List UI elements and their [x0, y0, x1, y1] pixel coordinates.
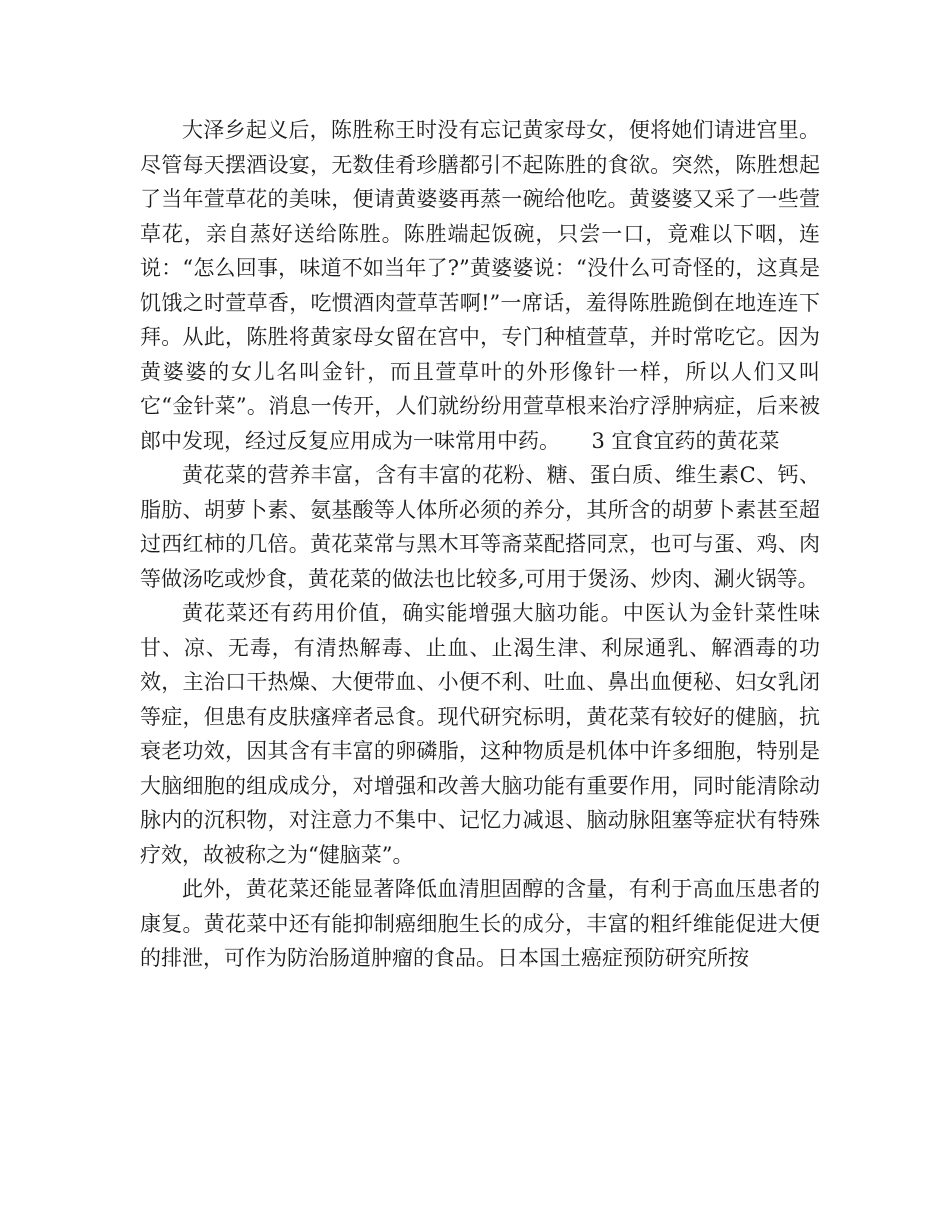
paragraph-chen-sheng-story: 大泽乡起义后，陈胜称王时没有忘记黄家母女，便将她们请进宫里。尽管每天摆酒设宴，无数佳肴珍膳都引不起陈胜的食欲。突然，陈胜想起了当年萱草花的美味，便请黄婆婆再蒸一碗给他吃。黄婆婆又采了一些萱草花，亲自蒸好送给陈胜。陈胜端起饭碗，只尝一口，竟难以下咽，连说：“怎么回事，味道不如当年了?”黄婆婆说：“没什么可奇怪的，这真是饥饿之时萱草香，吃惯酒肉萱草苦啊!”一席话，羞得陈胜跪倒在地连连下拜。从此，陈胜将黄家母女留在宫中，专门种植萱草，并时常吃它。因为黄婆婆的女儿名叫金针，而且萱草叶的外形像针一样，所以人们又叫它“金针菜”。消息一传开，人们就纷纷用萱草根来治疗浮肿病症，后来被郎中发现，经过反复应用成为一味常用中药。 3 宜食宜药的黄花菜 — [140, 118, 820, 453]
document-body — [140, 113, 820, 976]
paragraph-nutrition: 黄花菜的营养丰富，含有丰富的花粉、糖、蛋白质、维生素C、钙、脂肪、胡萝卜素、氨基酸等人体所必须的养分，其所含的胡萝卜素甚至超过西红柿的几倍。黄花菜常与黑木耳等斋菜配搭同烹，也可与蛋、鸡、肉等做汤吃或炒食，黄花菜的做法也比较多,可用于煲汤、炒肉、涮火锅等。 — [140, 463, 820, 591]
paragraph-cholesterol: 此外，黄花菜还能显著降低血清胆固醇的含量，有利于高血压患者的康复。黄花菜中还有能抑制癌细胞生长的成分，丰富的粗纤维能促进大便的排泄，可作为防治肠道肿瘤的食品。日本国土癌症预防研究所按 — [140, 877, 820, 970]
paragraph-medicinal-value: 黄花菜还有药用价值，确实能增强大脑功能。中医认为金针菜性味甘、凉、无毒，有清热解毒、止血、止渴生津、利尿通乳、解酒毒的功效，主治口干热燥、大便带血、小便不利、吐血、鼻出血便秘、妇女乳闭等症，但患有皮肤瘙痒者忌食。现代研究标明，黄花菜有较好的健脑，抗衰老功效，因其含有丰富的卵磷脂，这种物质是机体中许多细胞，特别是大脑细胞的组成成分，对增强和改善大脑功能有重要作用，同时能清除动脉内的沉积物，对注意力不集中、记忆力减退、脑动脉阻塞等症状有特殊疗效，故被称之为“健脑菜”。 — [140, 601, 820, 867]
